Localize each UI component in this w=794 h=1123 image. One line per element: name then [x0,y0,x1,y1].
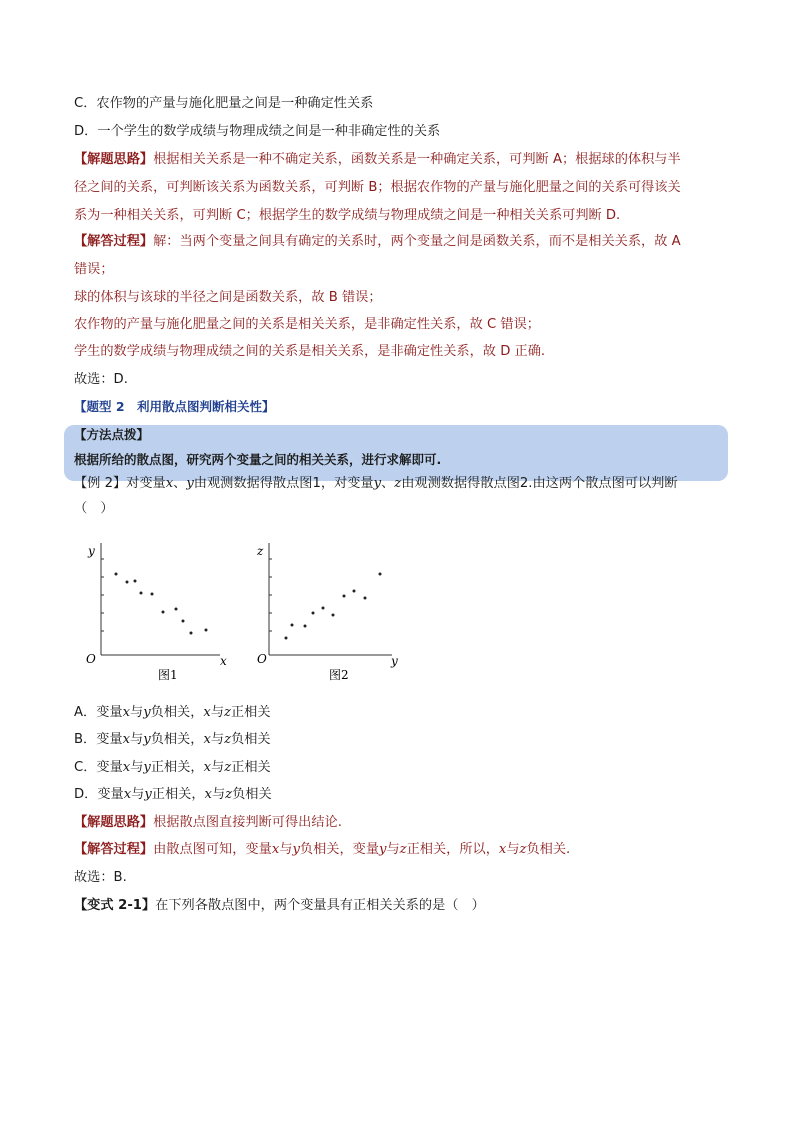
fig2-ylabel: z [257,544,264,558]
thought-label-2: 【解题思路】 [74,815,154,830]
opt-prefix: D．变量 [74,787,124,802]
fig1-point [182,620,185,623]
proc-text: 正相关，所以， [406,842,499,857]
fig2-point [304,625,307,628]
q-var-x: x [165,476,174,491]
opt-var: z [224,760,232,775]
fig2-point [291,624,294,627]
example2-process [74,841,570,859]
process-text-1: 解：当两个变量之间具有确定的关系时，两个变量之间是函数关系，而不是相关关系，故 A [153,234,681,249]
example2-question [74,475,678,493]
fig1-caption: 图1 [158,668,178,682]
proc-text: 与 [386,842,400,857]
example2-thought [74,814,342,832]
fig1-point [140,592,143,595]
q-var-z: z [394,476,402,491]
opt-text: 与 [130,760,144,775]
opt-var: z [224,705,231,720]
option-d-2 [74,786,272,804]
opt-var: x [204,787,212,802]
fig1-point [115,573,118,576]
intro-answer: 故选：D. [74,372,128,387]
option-d: D．一个学生的数学成绩与物理成绩之间是一种非确定性的关系 [74,124,441,139]
proc-text: 负相关. [526,842,571,857]
opt-text: 与 [130,705,144,720]
variant-2-1 [74,897,485,915]
proc-var: z [519,842,527,857]
opt-var: y [143,732,151,747]
fig1-points [115,573,208,635]
thought-label: 【解题思路】 [74,152,154,167]
proc-var: z [399,842,407,857]
opt-text: 正相关， [150,760,204,775]
opt-var: y [144,787,152,802]
option-c: C．农作物的产量与施化肥量之间是一种确定性关系 [74,96,374,111]
fig1-point [134,580,137,583]
method-label: 【方法点拨】 [74,427,150,442]
opt-text: 与 [210,705,225,720]
proc-text: 与 [506,842,520,857]
proc-text: 由散点图可知，变量 [153,842,272,857]
q-prefix: 【例 2】对变量 [74,476,166,491]
opt-var: z [225,787,233,802]
proc-var: x [271,842,280,857]
fig2-points [285,573,382,640]
section-title: 【题型 2 利用散点图判断相关性】 [74,399,275,414]
fig2-caption: 图2 [329,668,349,682]
fig1-point [151,593,154,596]
scatter-figures [80,535,410,685]
fig1-point [190,632,193,635]
opt-text: 与 [211,760,225,775]
proc-text: 与 [279,842,293,857]
thought-text-1: 根据相关关系是一种不确定关系，函数关系是一种确定关系，可判断 A；根据球的体积与半 [153,152,681,167]
opt-text: 负相关， [150,732,204,747]
fig2-point [285,637,288,640]
q-sep1: 、 [173,476,187,491]
process-line-1 [74,233,681,251]
opt-var: y [143,760,151,775]
opt-var: x [122,732,131,747]
opt-text: 负相关 [232,787,272,802]
proc-var: y [292,842,300,857]
example2-paren: （ ） [74,501,114,516]
figure-1 [86,543,227,682]
opt-var: x [203,732,211,747]
opt-var: x [203,705,211,720]
method-text: 根据所给的散点图，研究两个变量之间的相关关系，进行求解即可. [74,452,442,467]
q-var-y2: y [373,476,382,491]
opt-var: z [224,732,232,747]
opt-var: x [122,760,131,775]
fig1-point [126,581,129,584]
fig2-origin: O [257,652,267,666]
option-b-2 [74,731,271,749]
fig2-point [353,590,356,593]
variant-label: 【变式 2-1】 [74,898,156,913]
fig1-point [175,608,178,611]
opt-var: x [203,760,212,775]
opt-text: 正相关 [231,705,271,720]
opt-prefix: B．变量 [74,732,123,747]
opt-text: 负相关， [150,705,204,720]
proc-text: 负相关，变量 [299,842,380,857]
opt-text: 与 [210,732,225,747]
process-line-3: 球的体积与该球的半径之间是函数关系，故 B 错误； [74,290,382,305]
fig1-origin: O [86,652,96,666]
fig2-xlabel: y [391,654,398,668]
opt-text: 与 [131,787,145,802]
fig2-point [322,607,325,610]
process-line-2: 错误； [74,262,114,277]
fig2-point [379,573,382,576]
process-label: 【解答过程】 [74,234,154,249]
opt-var: x [122,705,131,720]
thought-line-1 [74,151,681,169]
proc-var: x [498,842,507,857]
fig1-xlabel: x [220,654,227,668]
opt-text: 与 [211,787,226,802]
example2-answer: 故选：B. [74,870,127,885]
opt-text: 正相关 [231,760,271,775]
proc-var: y [379,842,387,857]
opt-text: 与 [130,732,144,747]
opt-var: y [143,705,151,720]
opt-text: 正相关， [151,787,205,802]
q-var-y: y [186,476,194,491]
fig1-ylabel: y [88,544,95,558]
option-a-2 [74,704,271,722]
q-end: 由观测数据得散点图2.由这两个散点图可以判断 [401,476,678,491]
q-sep2: 、 [381,476,395,491]
figure-2 [256,543,398,682]
fig1-point [162,611,165,614]
opt-var: x [123,787,132,802]
opt-prefix: C．变量 [74,760,123,775]
fig1-point [205,629,208,632]
opt-text: 负相关 [231,732,271,747]
variant-text: 在下列各散点图中，两个变量具有正相关关系的是（ ） [155,898,485,913]
option-c-2 [74,759,271,777]
thought-text-2: 根据散点图直接判断可得出结论. [153,815,342,830]
thought-line-2: 径之间的关系，可判断该关系为函数关系，可判断 B；根据农作物的产量与施化肥量之间的关系可得该关 [74,180,681,195]
thought-line-3: 系为一种相关关系，可判断 C；根据学生的数学成绩与物理成绩之间是一种相关关系可判断 D. [74,208,621,223]
process-line-5: 学生的数学成绩与物理成绩之间的关系是相关关系，是非确定性关系，故 D 正确. [74,344,546,359]
process-label-2: 【解答过程】 [74,842,154,857]
fig2-point [364,597,367,600]
fig2-point [332,614,335,617]
fig2-point [312,612,315,615]
fig2-point [343,595,346,598]
q-mid: 由观测数据得散点图1，对变量 [193,476,374,491]
process-line-4: 农作物的产量与施化肥量之间的关系是相关关系，是非确定性关系，故 C 错误； [74,317,540,332]
opt-prefix: A．变量 [74,705,123,720]
